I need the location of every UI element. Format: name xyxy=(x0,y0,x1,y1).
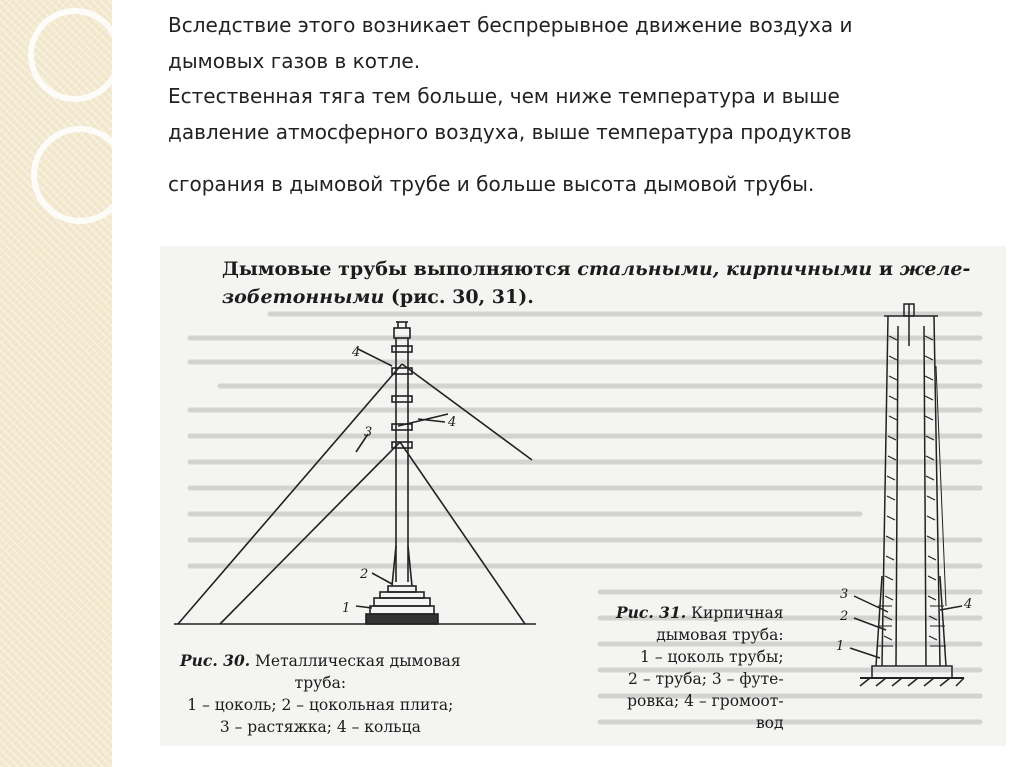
fig31-caption-line-4: 2 – труба; 3 – футе- xyxy=(628,670,784,688)
paragraph-line-5: сгорания в дымовой трубе и больше высота дымовой трубы. xyxy=(168,172,815,196)
intro-text: Дымовые трубы выполняются xyxy=(222,258,578,280)
intro-italic-text: зобетонными xyxy=(222,286,385,308)
fig31-caption-title: Рис. 31. xyxy=(616,603,687,622)
fig31-caption-line-3: 1 – цоколь трубы; xyxy=(640,648,784,666)
paragraph-line-1: Вследствие этого возникает беспрерывное движение воздуха и xyxy=(168,13,853,37)
decorative-rings-icon xyxy=(0,0,130,260)
paragraph-line-2: дымовых газов в котле. xyxy=(168,48,421,73)
fig30-label-3: 3 xyxy=(364,425,373,440)
fig31-caption-text: Кирпичная xyxy=(686,604,784,622)
fig30-label-4b: 4 xyxy=(448,415,457,430)
fig30-caption xyxy=(180,650,461,738)
fig31-caption-line-6: вод xyxy=(755,714,784,732)
decorative-side-band xyxy=(0,0,112,767)
fig31-label-4: 4 xyxy=(964,597,973,612)
intro-text: и xyxy=(872,258,900,280)
intro-text: (рис. 30, 31). xyxy=(384,286,534,308)
fig30-label-4a: 4 xyxy=(352,345,361,360)
fig31-label-2: 2 xyxy=(840,609,849,624)
fig30-caption-line-2: труба: xyxy=(294,674,347,692)
paragraph-line-3: Естественная тяга тем больше, чем ниже температура и выше xyxy=(168,84,840,108)
fig30-label-2: 2 xyxy=(360,567,369,582)
metal-chimney-drawing xyxy=(174,322,536,624)
fig31-caption-line-5: ровка; 4 – громоот- xyxy=(627,692,784,710)
intro-italic-text: стальными, кирпичными xyxy=(577,258,873,280)
paragraph-line-4: давление атмосферного воздуха, выше температура продуктов xyxy=(168,119,852,144)
fig30-caption-text: Металлическая дымовая xyxy=(250,652,461,670)
fig30-caption-line-1 xyxy=(180,650,461,672)
fig31-label-1: 1 xyxy=(836,639,845,654)
fig31-caption xyxy=(616,602,784,734)
fig30-caption-title: Рис. 30. xyxy=(180,651,251,670)
brick-chimney-drawing xyxy=(850,304,964,686)
fig30-caption-line-4: 3 – растяжка; 4 – кольца xyxy=(219,718,421,736)
slide-body-text xyxy=(168,8,988,203)
fig31-label-3: 3 xyxy=(840,587,849,602)
fig31-caption-line-2: дымовая труба: xyxy=(656,626,784,644)
fig30-caption-line-3: 1 – цоколь; 2 – цокольная плита; xyxy=(187,696,454,714)
intro-italic-text: желе- xyxy=(899,258,971,280)
fig30-label-1: 1 xyxy=(342,601,351,616)
fig31-caption-line-1 xyxy=(616,602,784,624)
scanned-figure xyxy=(160,246,1006,746)
